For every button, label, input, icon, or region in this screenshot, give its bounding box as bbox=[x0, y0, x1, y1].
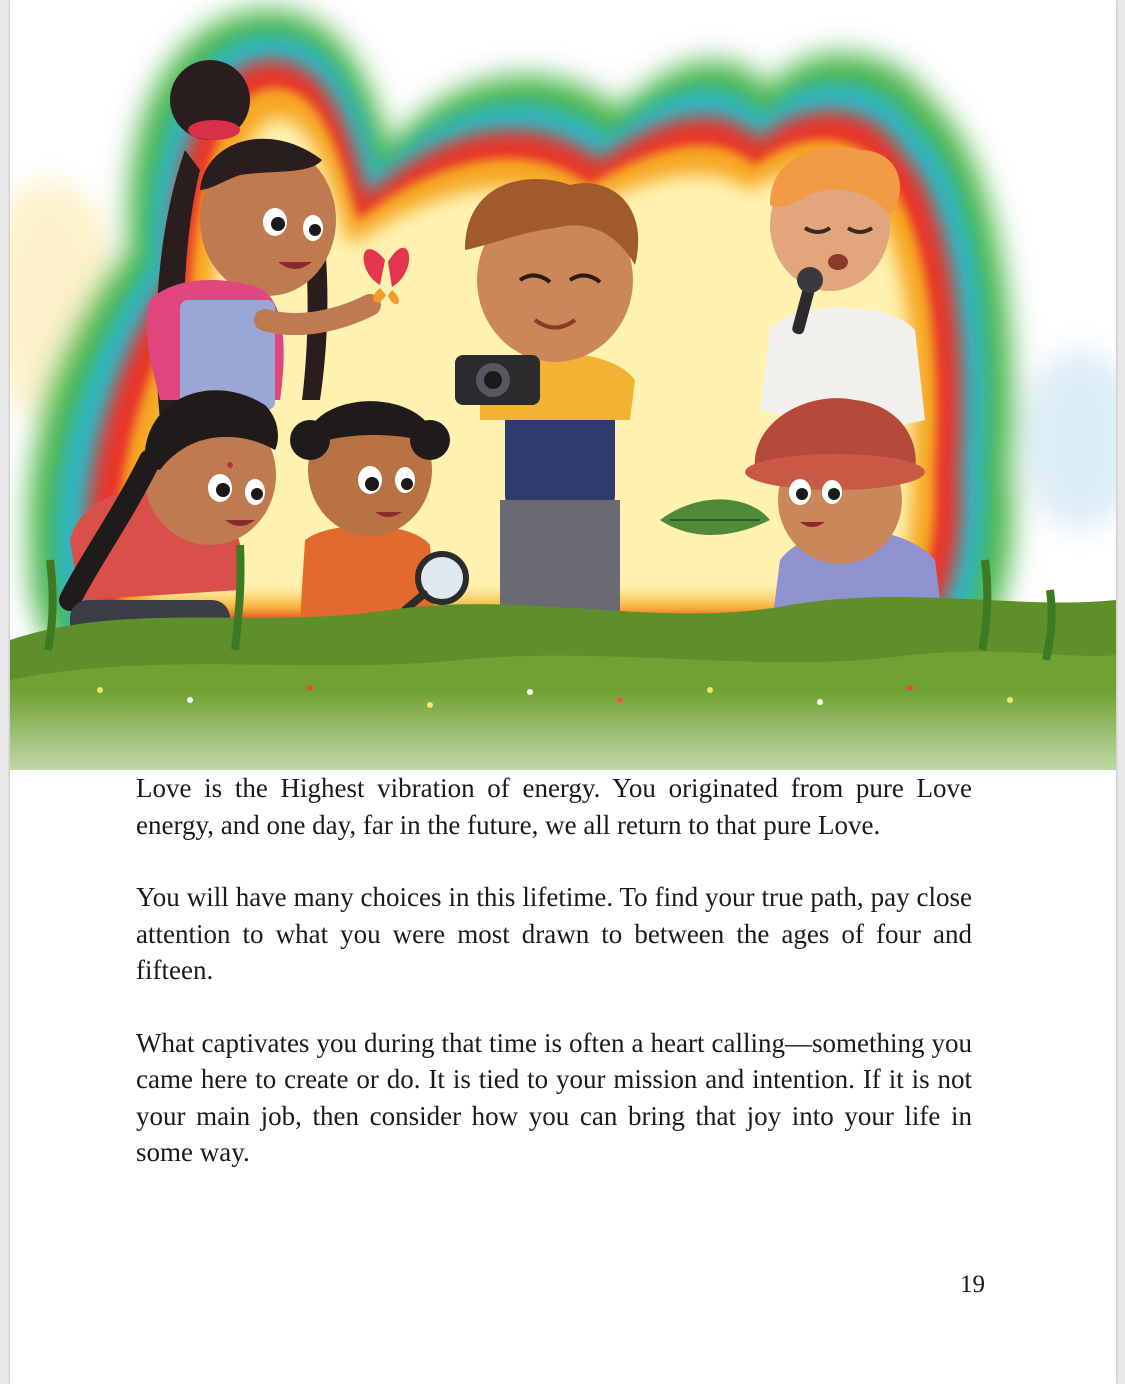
paragraph-3: What captivates you during that time is often a heart calling—something you came here to create or do. It is tied to your mission and intention. If it is not your main job, then consider how you can bring that joy into your life in some way. bbox=[136, 1027, 972, 1167]
children-aura-illustration bbox=[10, 0, 1116, 830]
paragraph-2: You will have many choices in this lifetime. To find your true path, pay close attention to what you were most drawn to between the ages of four and fifteen. bbox=[136, 882, 972, 985]
book-page bbox=[10, 0, 1116, 1384]
body-text bbox=[136, 770, 972, 1207]
illustration-svg bbox=[10, 0, 1116, 830]
paragraph-1: Love is the Highest vibration of energy. You originated from pure Love energy, and one day, far in the future, we all return to that pure Love. bbox=[136, 773, 972, 840]
page-number: 19 bbox=[960, 1271, 985, 1298]
